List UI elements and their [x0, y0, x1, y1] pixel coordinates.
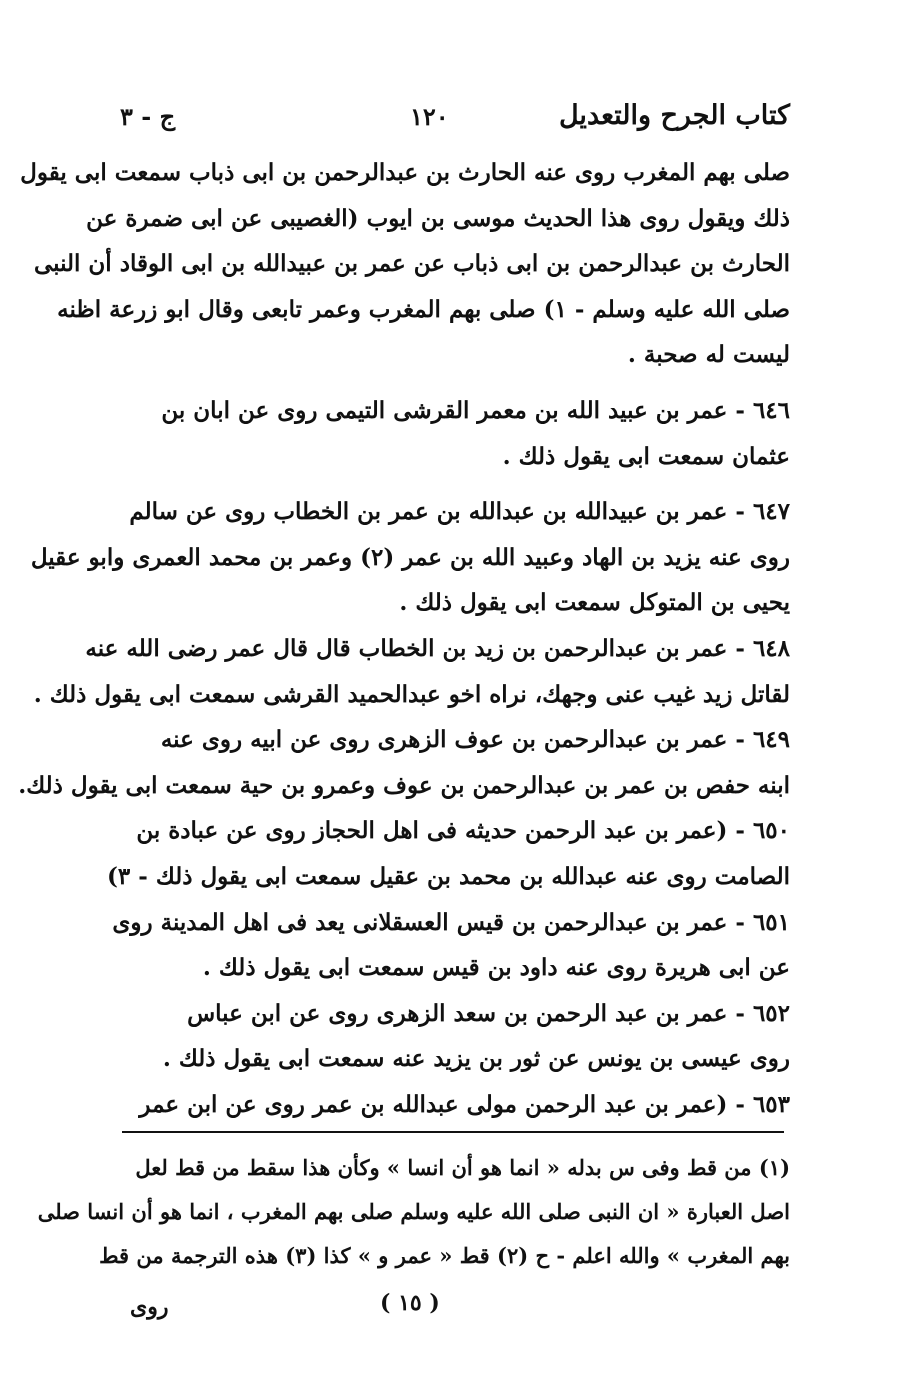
page-footer: [110, 1290, 790, 1330]
page-number: ١٢٠: [410, 102, 449, 131]
footnotes: [37, 1146, 790, 1278]
entry-651-line: ٦٥١ - عمر بن عبدالرحمن بن قيس العسقلانى يعد فى اهل المدينة روى: [112, 908, 790, 936]
footnote-line: (١) من قط وفى س بدله « انما هو أن انسا » وكأن هذا سقط من قط لعل: [135, 1155, 790, 1180]
text-line: ذلك ويقول روى هذا الحديث موسى بن ايوب (الغصيبى عن ابى ضمرة عن: [86, 204, 790, 232]
page-header: [110, 100, 790, 144]
entry-650-line: ٦٥٠ - (عمر بن عبد الرحمن حديثه فى اهل الحجاز روى عن عبادة بن: [136, 817, 790, 845]
text-line: صلى بهم المغرب روى عنه الحارث بن عبدالرحمن بن ابى ذباب سمعت ابى يقول: [20, 159, 790, 186]
footnote-line: بهم المغرب » والله اعلم - ح (٢) قط « عمر و » كذا (٣) هذه الترجمة من قط: [99, 1243, 790, 1268]
text-line: عن ابى هريرة روى عنه داود بن قيس سمعت ابى يقول ذلك .: [202, 954, 790, 982]
text-line: ليست له صحبة .: [627, 341, 790, 369]
text-line: يحيى بن المتوكل سمعت ابى يقول ذلك .: [399, 589, 790, 617]
catchword: روى: [130, 1294, 169, 1320]
signature-mark: ( ١٥ ): [380, 1290, 440, 1316]
footnote-divider: [122, 1131, 784, 1133]
text-line: عثمان سمعت ابى يقول ذلك .: [502, 442, 790, 470]
volume-number: ج - ٣: [120, 102, 176, 131]
text-line: الحارث بن عبدالرحمن بن ابى ذباب عن عمر بن عبيدالله بن ابى الوقاد أن النبى: [33, 250, 790, 278]
entry-653-line: ٦٥٣ - (عمر بن عبد الرحمن مولى عبدالله بن عمر روى عن ابن عمر: [139, 1090, 790, 1118]
entry-646-line: ٦٤٦ - عمر بن عبيد الله بن معمر القرشى التيمى روى عن ابان بن: [161, 396, 790, 424]
text-line: ابنه حفص بن عمر بن عبدالرحمن بن عوف وعمرو بن حية سمعت ابى يقول ذلك.: [18, 771, 790, 799]
entry-652-line: ٦٥٢ - عمر بن عبد الرحمن بن سعد الزهرى روى عن ابن عباس: [187, 999, 790, 1027]
text-line: روى عيسى بن يونس عن ثور بن يزيد عنه سمعت ابى يقول ذلك .: [162, 1045, 790, 1073]
footnote-line: اصل العبارة « ان النبى صلى الله عليه وسلم صلى بهم المغرب ، انما هو أن انسا صلى: [37, 1199, 790, 1224]
text-line: الصامت روى عنه عبدالله بن محمد بن عقيل سمعت ابى يقول ذلك - ٣): [107, 862, 790, 890]
text-line: لقاتل زيد غيب عنى وجهك، نراه اخو عبدالحميد القرشى سمعت ابى يقول ذلك .: [33, 680, 790, 708]
entry-648-line: ٦٤٨ - عمر بن عبدالرحمن بن زيد بن الخطاب قال قال عمر رضى الله عنه: [85, 634, 790, 662]
entry-647-line: ٦٤٧ - عمر بن عبيدالله بن عبدالله بن عمر بن الخطاب روى عن سالم: [129, 498, 790, 526]
body-text: [18, 150, 790, 1127]
text-line: روى عنه يزيد بن الهاد وعبيد الله بن عمر (٢) وعمر بن محمد العمرى وابو عقيل: [30, 543, 790, 571]
book-title: كتاب الجرح والتعديل: [558, 100, 790, 131]
entry-649-line: ٦٤٩ - عمر بن عبدالرحمن بن عوف الزهرى روى عن ابيه روى عنه: [160, 726, 790, 754]
text-line: صلى الله عليه وسلم - ١) صلى بهم المغرب وعمر تابعى وقال ابو زرعة اظنه: [57, 295, 790, 323]
